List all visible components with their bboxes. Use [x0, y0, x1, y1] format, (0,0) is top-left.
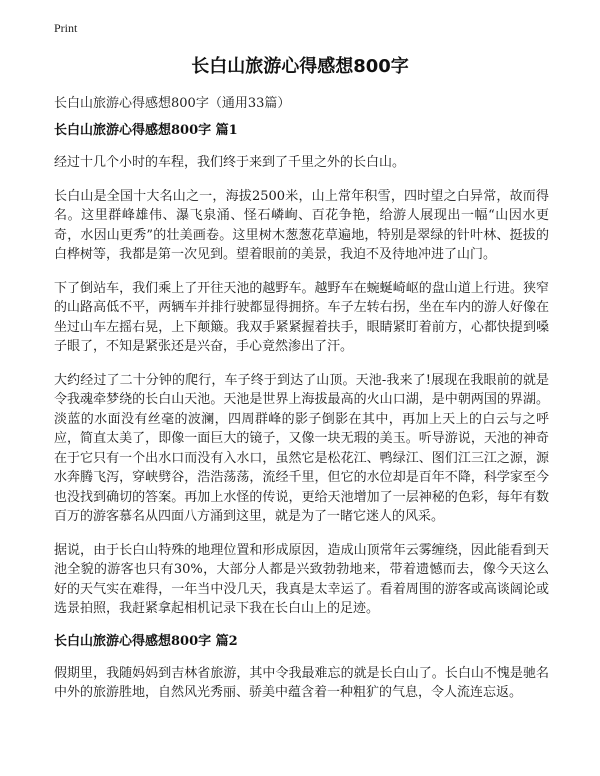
paragraph: 假期里，我随妈妈到吉林省旅游，其中令我最难忘的就是长白山了。长白山不愧是驰名中外的旅游胜地，自然风光秀丽、骄美中蕴含着一种粗犷的气息，令人流连忘返。 — [54, 665, 549, 700]
paragraph: 长白山是全国十大名山之一，海拔2500米，山上常年积雪，四时望之白异常，故而得名。这里群峰雄伟、瀑飞泉涌、怪石嶙峋、百花争艳，给游人展现出一幅“山因水更奇，水因山更秀”的壮美画卷。这里树木葱葱花草遍地，特别是翠绿的针叶林、挺拔的白桦树等，我都是第一次见到。望着眼前的美景，我迫不及待地冲进了山门。 — [54, 188, 549, 262]
section-heading: 长白山旅游心得感想800字 篇2 — [54, 633, 238, 649]
paragraph: 大约经过了二十分钟的爬行，车子终于到达了山顶。天池-我来了!展现在我眼前的就是令我魂牵梦绕的长白山天池。天池是世界上海拔最高的火山口湖，是中朝两国的界湖。淡蓝的水面没有丝毫的波澜，四周群峰的影子倒影在其中，再加上天上的白云与之呼应，简直太美了，即像一面巨大的镜子，又像一块无瑕的美玉。听导游说，天池的神奇在于它只有一个出水口而没有入水口，虽然它是松花江、鸭绿江、图们江三江之源，源水奔腾飞泻，穿峡劈谷，浩浩荡荡，流经千里，但它的水位却是百年不降，科学家至今也没找到确切的答案。再加上水怪的传说，更给天池增加了一层神秘的色彩，每年有数百万的游客慕名从四面八方涌到这里，就是为了一睹它迷人的风采。 — [54, 372, 549, 524]
paragraph: 经过十几个小时的车程，我们终于来到了千里之外的长白山。 — [54, 155, 406, 170]
page-title: 长白山旅游心得感想800字 — [191, 56, 409, 77]
paragraph: 下了倒站车，我们乘上了开往天池的越野车。越野车在蜿蜒崎岖的盘山道上行进。狭窄的山路高低不平，两辆车并排行驶都显得拥挤。车子左转右拐，坐在车内的游人好像在坐过山车左摇右晃，上下颠簸。我双手紧紧握着扶手，眼睛紧盯着前方，心都快提到嗓子眼了，不知是紧张还是兴奋，手心竟然渗出了汗。 — [54, 280, 549, 354]
print-link[interactable]: Print — [54, 21, 78, 35]
paragraph: 据说，由于长白山特殊的地理位置和形成原因，造成山顶常年云雾缠绕，因此能看到天池全貌的游客也只有30%，大部分人都是兴致勃勃地来，带着遗憾而去，像今天这么好的天气实在难得，一年当中没几天，我真是太幸运了。看着周围的游客或高谈阔论或选景拍照，我赶紧拿起相机记录下我在长白山上的足迹。 — [54, 542, 549, 616]
article-body — [54, 122, 549, 717]
section-heading: 长白山旅游心得感想800字 篇1 — [54, 123, 238, 138]
page-subtitle: 长白山旅游心得感想800字（通用33篇） — [54, 96, 291, 111]
